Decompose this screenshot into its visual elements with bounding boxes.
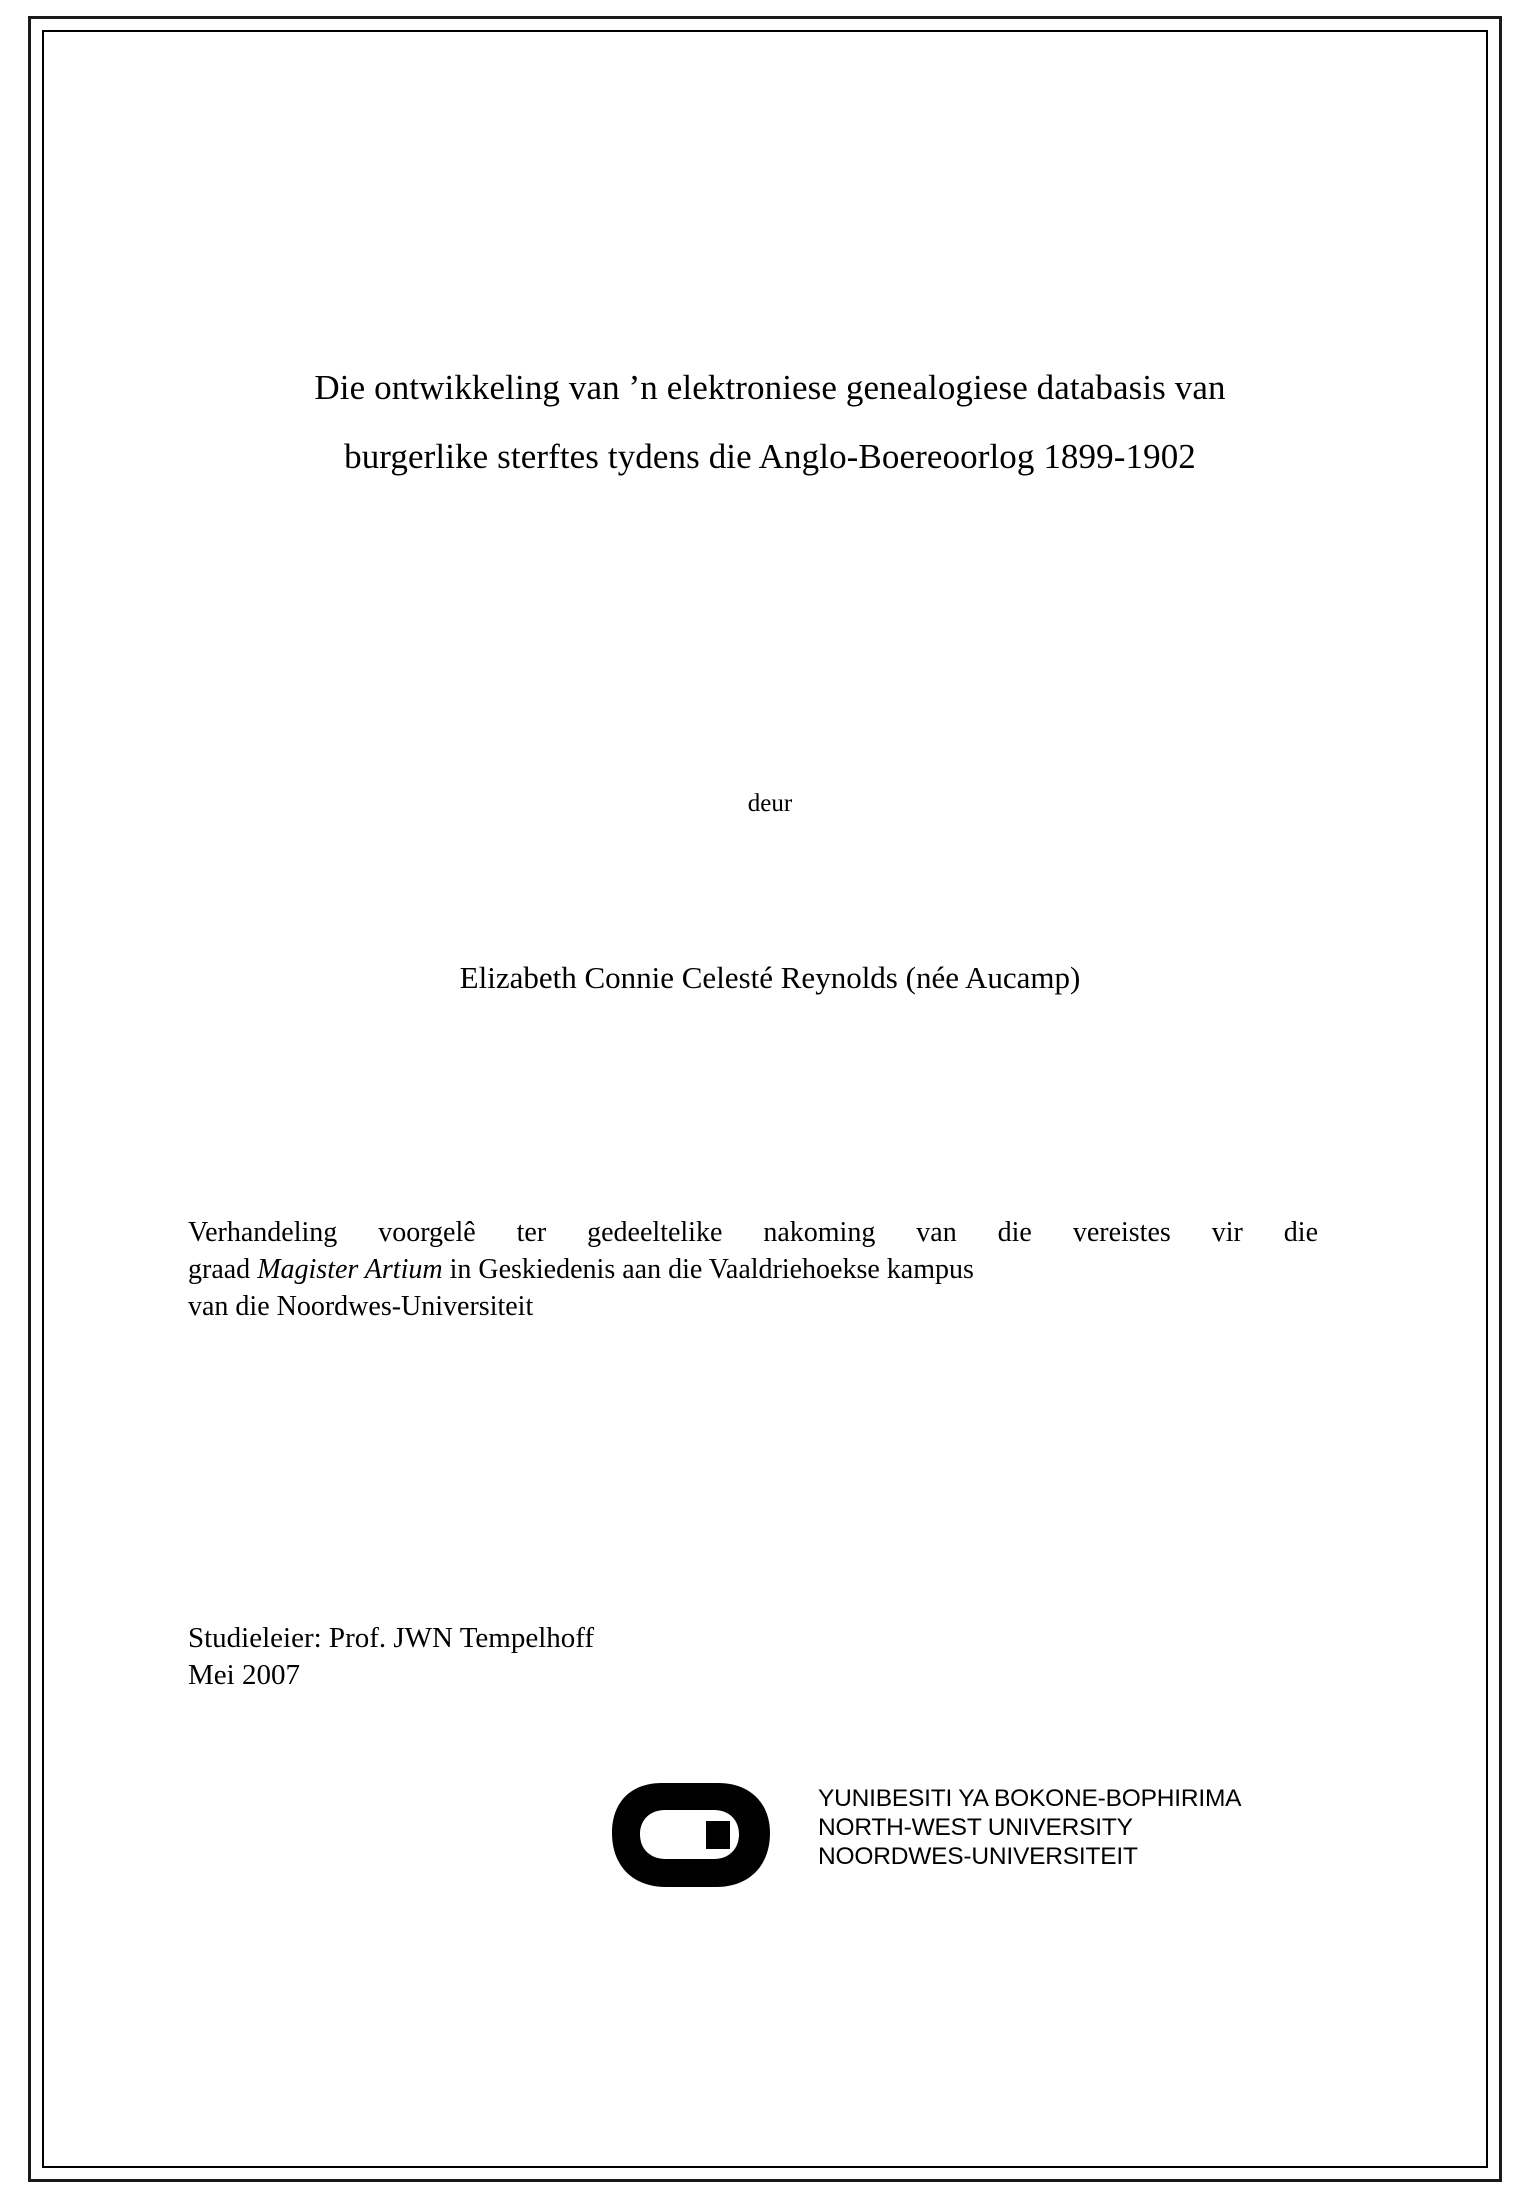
degree-statement bbox=[188, 1215, 1318, 1326]
degree-name-italic: Magister Artium bbox=[257, 1253, 443, 1285]
university-logo bbox=[610, 1775, 1250, 1895]
logo-text-line-1: YUNIBESITI YA BOKONE-BOPHIRIMA bbox=[818, 1785, 1242, 1812]
nwu-logo-icon bbox=[610, 1781, 806, 1889]
page-title bbox=[180, 370, 1360, 474]
degree-statement-line-2-post: in Geskiedenis aan die Vaaldriehoekse kampus bbox=[442, 1253, 974, 1285]
by-label: deur bbox=[747, 790, 793, 817]
title-line-1: Die ontwikkeling van ’n elektroniese genealogiese databasis van bbox=[314, 368, 1226, 407]
degree-statement-line-3: van die Noordwes-Universiteit bbox=[188, 1290, 534, 1322]
supervisor-block bbox=[188, 1620, 1188, 1694]
logo-text-line-2: NORTH-WEST UNIVERSITY bbox=[818, 1813, 1133, 1841]
supervisor-line: Studieleier: Prof. JWN Tempelhoff bbox=[188, 1622, 595, 1654]
title-line-2: burgerlike sterftes tydens die Anglo-Boereoorlog 1899-1902 bbox=[344, 437, 1196, 476]
author-name: Elizabeth Connie Celesté Reynolds (née Aucamp) bbox=[459, 960, 1081, 995]
university-logo-text bbox=[818, 1785, 1241, 1872]
logo-text-line-3: NOORDWES-UNIVERSITEIT bbox=[818, 1842, 1138, 1870]
degree-statement-line-1: Verhandeling voorgelê ter gedeeltelike nakoming van die vereistes vir die bbox=[188, 1217, 1318, 1248]
title-page-content bbox=[180, 30, 1360, 2150]
date-line: Mei 2007 bbox=[188, 1659, 300, 1692]
degree-statement-line-2-pre: graad bbox=[188, 1253, 258, 1285]
degree-statement-line-2 bbox=[188, 1252, 1318, 1289]
